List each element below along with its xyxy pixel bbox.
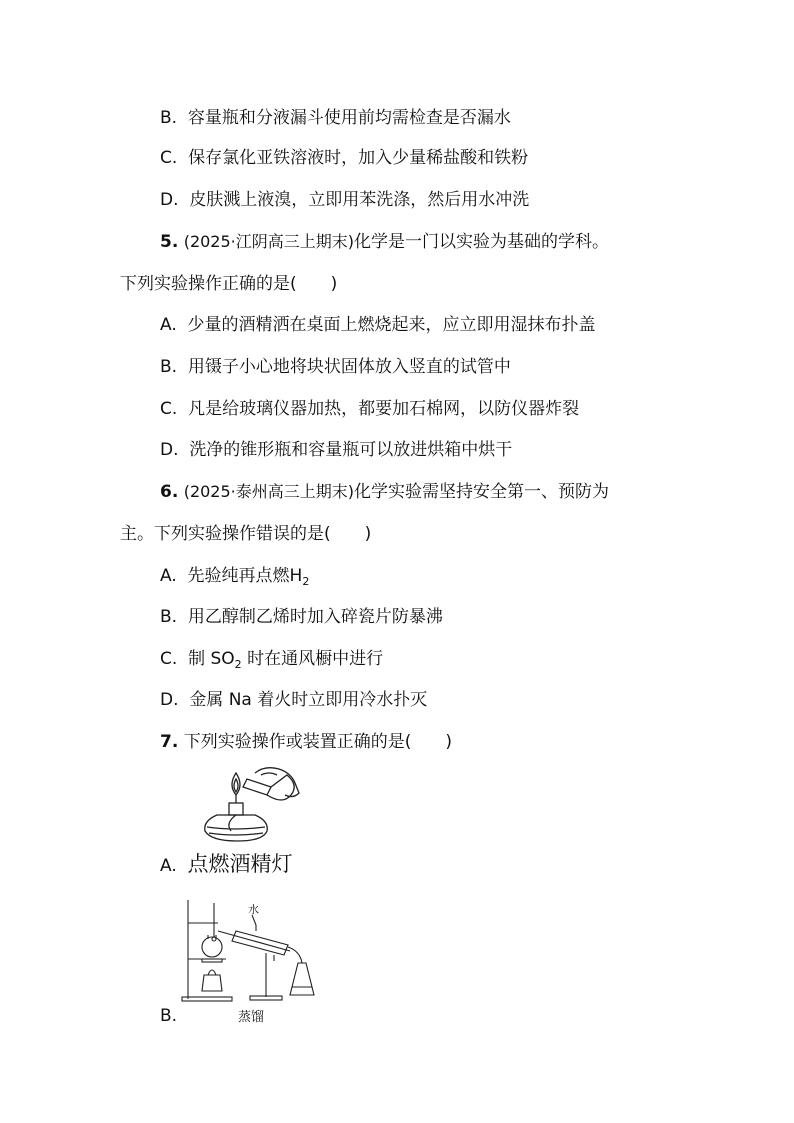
q5-option-d: D. 洗净的锥形瓶和容量瓶可以放进烘箱中烘干 bbox=[160, 440, 513, 460]
question-source: (2025·江阴高三上期末) bbox=[183, 232, 354, 251]
q5-option-c: C. 凡是给玻璃仪器加热，都要加石棉网，以防仪器炸裂 bbox=[160, 399, 580, 419]
q7-stem: 7. 下列实验操作或装置正确的是( ) bbox=[160, 732, 452, 752]
q6-option-b: B. 用乙醇制乙烯时加入碎瓷片防暴沸 bbox=[160, 607, 443, 627]
q6-option-a: A. 先验纯再点燃$H_2$ bbox=[160, 566, 310, 588]
q7-option-a: A. 点燃酒精灯 bbox=[160, 852, 293, 876]
question-number: 5. bbox=[160, 232, 179, 252]
q4-option-c: C. 保存氯化亚铁溶液时，加入少量稀盐酸和铁粉 bbox=[160, 148, 529, 168]
q4-option-d: D. 皮肤溅上液溴，立即用苯洗涤，然后用水冲洗 bbox=[160, 190, 530, 210]
q6-stem-line1: 6. (2025·泰州高三上期末)化学实验需坚持安全第一、预防为 bbox=[160, 482, 609, 502]
water-label: 水 bbox=[248, 903, 259, 916]
q5-option-a: A. 少量的酒精洒在桌面上燃烧起来，应立即用湿抹布扑盖 bbox=[160, 315, 596, 335]
q6-option-d: D. 金属 Na 着火时立即用冷水扑灭 bbox=[160, 690, 428, 710]
question-source: (2025·泰州高三上期末) bbox=[183, 482, 354, 501]
figure-caption: 蒸馏 bbox=[238, 1010, 265, 1025]
alcohol-lamp-lighting-figure bbox=[195, 765, 305, 845]
figure-caption: 点燃酒精灯 bbox=[187, 852, 293, 876]
q5-stem-line2: 下列实验操作正确的是( ) bbox=[120, 274, 338, 294]
q6-stem-line2: 主。下列实验操作错误的是( ) bbox=[120, 524, 372, 544]
q5-option-b: B. 用镊子小心地将块状固体放入竖直的试管中 bbox=[160, 357, 511, 377]
question-number: 6. bbox=[160, 482, 179, 502]
question-number: 7. bbox=[160, 732, 179, 752]
q6-option-c: C. 制 $SO_2$ 时在通风橱中进行 bbox=[160, 649, 384, 671]
distillation-apparatus-figure bbox=[178, 895, 323, 1010]
q4-option-b: B. 容量瓶和分液漏斗使用前均需检查是否漏水 bbox=[160, 108, 511, 128]
q7-option-b: B. bbox=[160, 1006, 178, 1026]
q5-stem-line1: 5. (2025·江阴高三上期末)化学是一门以实验为基础的学科。 bbox=[160, 232, 609, 252]
